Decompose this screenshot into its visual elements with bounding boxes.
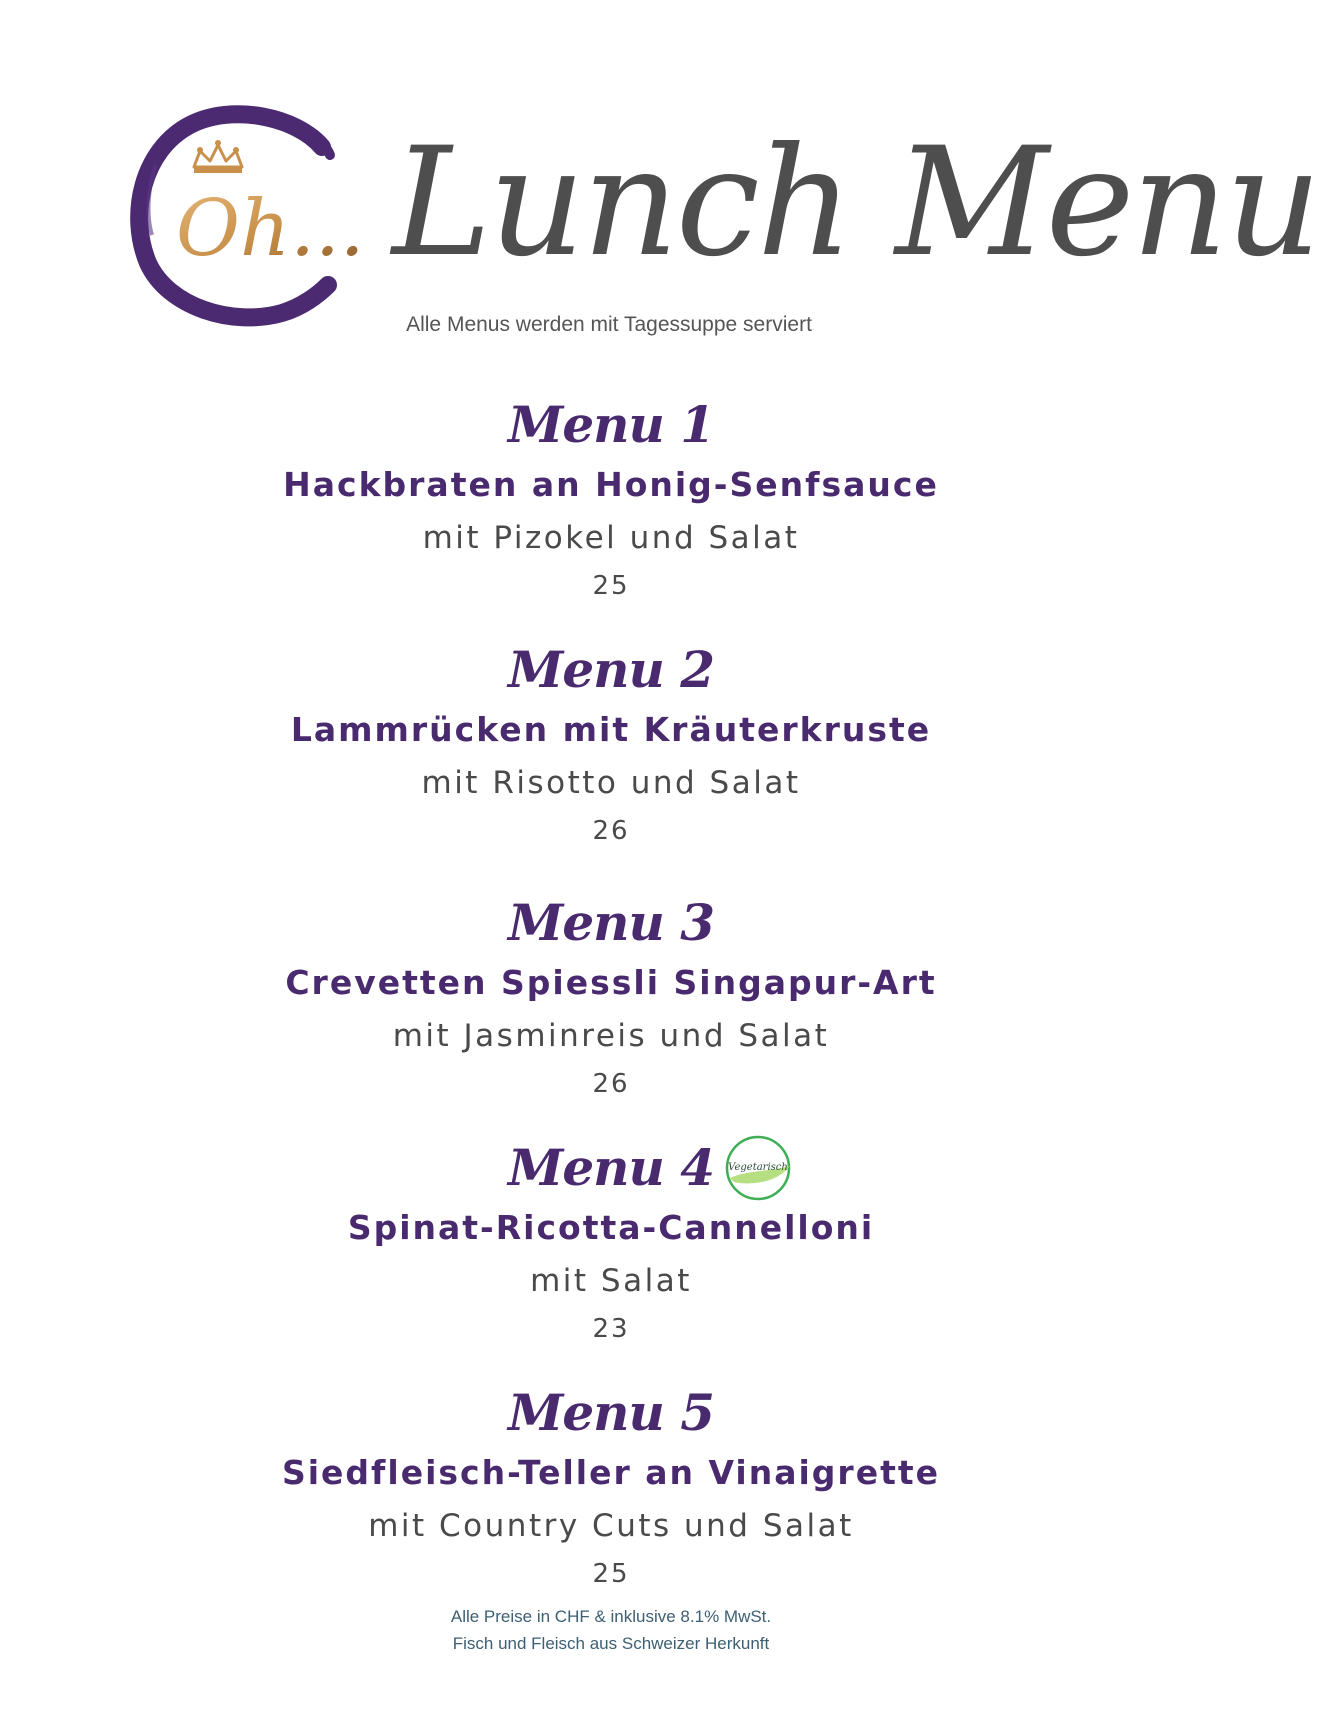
menu-side: mit Jasminreis und Salat (392, 1018, 830, 1054)
menu-item-4 (0, 1135, 1222, 1351)
menu-dish: Siedfleisch-Teller an Vinaigrette (281, 1453, 941, 1492)
menu-side: mit Country Cuts und Salat (368, 1508, 854, 1544)
menu-label: Menu 2 (507, 640, 715, 699)
menu-dish: Spinat-Ricotta-Cannelloni (347, 1208, 875, 1247)
menu-price: 25 (592, 571, 630, 601)
menu-item-5 (0, 1380, 1222, 1596)
subtitle (0, 313, 1222, 337)
menu-dish: Hackbraten an Honig-Senfsauce (283, 465, 939, 504)
menu-label: Menu 1 (507, 395, 715, 454)
menu-price: 23 (592, 1314, 630, 1344)
menu-price: 25 (592, 1559, 630, 1589)
menu-dish: Lammrücken mit Kräuterkruste (290, 710, 932, 749)
menu-label: Menu 4 (507, 1138, 715, 1197)
menu-item-1 (0, 392, 1222, 608)
subtitle-text: Alle Menus werden mit Tagessuppe serviert (406, 313, 812, 336)
menu-price: 26 (592, 816, 630, 846)
footer-origin-note: Fisch und Fleisch aus Schweizer Herkunft (452, 1634, 770, 1653)
page-title: Lunch Menu (392, 116, 1319, 290)
menu-item-3 (0, 890, 1222, 1106)
menu-label: Menu 3 (507, 893, 715, 952)
menu-side: mit Risotto und Salat (421, 765, 801, 801)
menu-side: mit Pizokel und Salat (422, 520, 800, 556)
vegetarian-badge-icon (722, 1132, 794, 1204)
menu-item-2 (0, 637, 1222, 853)
footer-price-note: Alle Preise in CHF & inklusive 8.1% MwSt. (450, 1607, 772, 1626)
restaurant-logo (122, 95, 365, 331)
menu-dish: Crevetten Spiessli Singapur-Art (285, 963, 937, 1002)
crown-icon (194, 140, 242, 173)
menu-side: mit Salat (530, 1263, 692, 1299)
logo-text: Oh... (176, 184, 365, 274)
vegetarian-badge-text: Vegetarisch (728, 1162, 788, 1173)
menu-price: 26 (592, 1069, 630, 1099)
menu-label: Menu 5 (507, 1383, 715, 1442)
